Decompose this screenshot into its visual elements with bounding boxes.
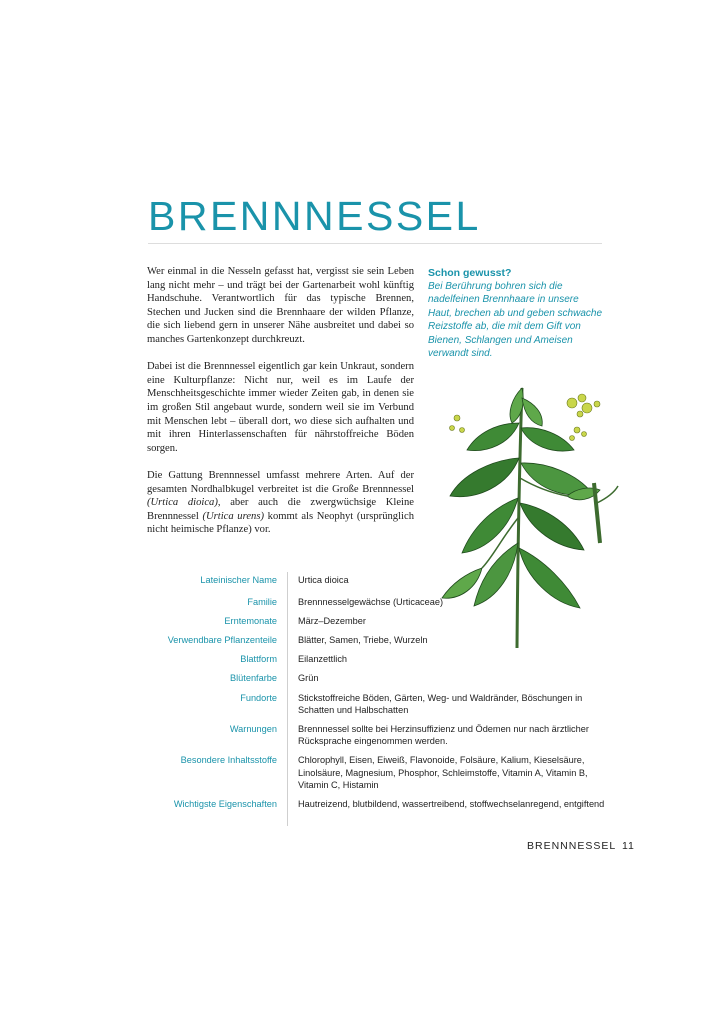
table-row: Fundorte Stickstoffreiche Böden, Gärten, Weg- und Waldränder, Böschungen in Schatten und Halbschatten [240, 692, 583, 716]
table-row: Besondere Inhaltsstoffe Chlorophyll, Eisen, Eiweiß, Flavonoide, Folsäure, Kalium, Kieselsäure, Linolsäure, Magnesium, Phosphor, Schleimstoffe, Vitamin A, Vitamin B, Vitamin C, Histamin [180, 754, 588, 791]
table-row: Blattform Eilanzettlich [240, 654, 348, 665]
paragraph-2: Dabei ist die Brennnessel eigentlich gar kein Unkraut, sondern eine Kulturpflanze: Nicht nur, weil es im Laufe der Menschheitsgeschichte immer wieder Zeiten gab, in denen sie im großen Stil angebaut wurde, sondern weil sie im Verbund mit Menschen lebt – überall dort, wo diese sich aufhalten und mit ihren Hinterlassenschaften für nährstoffreiche Böden sorgen. [147, 361, 414, 454]
paragraph-1: Wer einmal in die Nesseln gefasst hat, vergisst sie sein Leben lang nicht mehr – und trägt bei der Gartenarbeit wohl künftig Handschuhe. Verantwortlich für das typische Brennen, Stechen und Jucken sind die Brennhaare der wilden Pflanze, die sich liebend gern in unserer Nähe ausbreitet und dabei so manches Gartenkonzept durchkreuzt. [147, 266, 414, 345]
body-text [147, 265, 414, 550]
fact-box-text: Bei Berührung bohren sich die nadelfeinen Brennhaare in unsere Haut, brechen ab und geben schwache Reizstoffe ab, die mit dem Gift von Bienen, Schlangen und Ameisen verwandt sind. [428, 281, 603, 360]
table-row: Wichtigste Eigenschaften Hautreizend, blutbildend, wassertreibend, stoffwechselanregend, entgiftend [173, 798, 605, 809]
fact-box-title: Schon gewusst? [428, 267, 512, 279]
latin-name-urens: (Urtica urens) [202, 510, 264, 522]
table-row: Lateinischer Name Urtica dioica [200, 575, 349, 585]
table-row: Familie Brennnesselgewächse (Urticaceae) [247, 597, 444, 608]
paragraph-3: Die Gattung Brennnessel umfasst mehrere Arten. Auf der gesamten Nordhalbkugel verbreitet ist die Große Brennnessel (Urtica dioica), aber auch die zwergwüchsige Kleine Brennnessel (Urtica urens) kommt als Neophyt (ursprünglich nicht heimische Pflanze) vor. [147, 469, 415, 536]
table-row: Verwendbare Pflanzenteile Blätter, Samen, Triebe, Wurzeln [167, 635, 428, 646]
latin-name-dioica: (Urtica dioica) [147, 497, 218, 509]
table-row: Blütenfarbe Grün [230, 673, 319, 684]
title-divider [148, 243, 602, 244]
fact-box [428, 266, 604, 360]
table-row: Erntemonate März–Dezember [224, 616, 366, 627]
footer-title: BRENNNESSEL [527, 840, 617, 852]
page-title: BRENNNESSEL [148, 193, 481, 239]
profile-table [148, 572, 618, 810]
table-row: Warnungen Brennnessel sollte bei Herzinsuffizienz und Ödemen nur nach ärztlicher Rücksprache eingenommen werden. [229, 723, 589, 747]
page-number: 11 [622, 840, 635, 852]
